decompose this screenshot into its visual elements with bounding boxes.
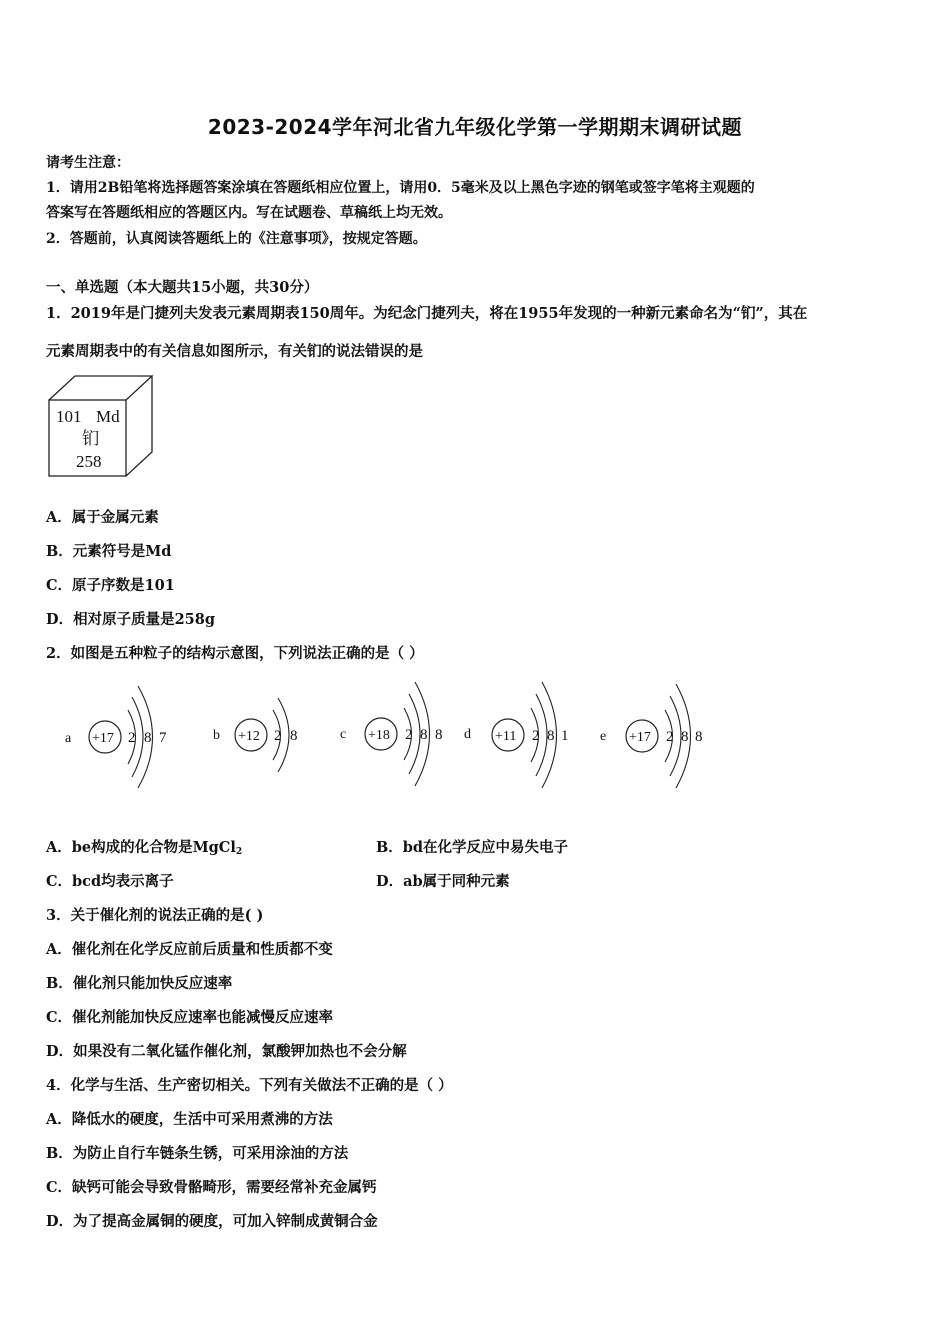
page-title: 2023-2024学年河北省九年级化学第一学期期末调研试题 <box>207 115 743 139</box>
tile-symbol: Md <box>96 407 120 426</box>
svg-text:2: 2 <box>274 728 282 744</box>
q2-stem: 2．如图是五种粒子的结构示意图，下列说法正确的是（ ） <box>46 645 424 662</box>
svg-text:7: 7 <box>159 730 167 746</box>
q1-stem-line-2: 元素周期表中的有关信息如图所示，有关钔的说法错误的是 <box>46 343 423 360</box>
svg-text:2: 2 <box>128 730 136 746</box>
section-heading: 一、单选题（本大题共15小题，共30分） <box>46 279 319 296</box>
svg-text:+12: +12 <box>238 729 260 744</box>
svg-text:2: 2 <box>666 729 674 745</box>
svg-text:b: b <box>213 728 220 743</box>
q2-option-d[interactable]: D．ab属于同种元素 <box>376 873 510 890</box>
q2-option-a[interactable] <box>46 836 242 857</box>
svg-text:+11: +11 <box>495 729 517 744</box>
q3-option-c[interactable]: C．催化剂能加快反应速率也能减慢反应速率 <box>46 1009 334 1026</box>
svg-text:8: 8 <box>547 728 555 744</box>
element-tile-figure <box>44 370 160 480</box>
notice-line-1a: 1．请用2B铅笔将选择题答案涂填在答题纸相应位置上，请用0．5毫米及以上黑色字迹的钢笔或签字笔将主观题的 <box>46 180 755 196</box>
q3-option-a[interactable]: A．催化剂在化学反应前后质量和性质都不变 <box>46 941 333 958</box>
q4-option-a[interactable]: A．降低水的硬度，生活中可采用煮沸的方法 <box>46 1111 333 1128</box>
q2-option-c[interactable]: C．bcd均表示离子 <box>46 873 174 890</box>
svg-text:d: d <box>464 727 471 742</box>
svg-text:1: 1 <box>561 728 569 744</box>
q1-stem-line-1: 1．2019年是门捷列夫发表元素周期表150周年。为纪念门捷列夫，将在1955年发现的一种新元素命名为“钔”，其在 <box>46 305 808 322</box>
particle-d <box>464 682 569 788</box>
svg-text:c: c <box>340 727 347 742</box>
svg-text:2: 2 <box>405 727 413 743</box>
particle-b <box>213 698 298 772</box>
svg-text:+17: +17 <box>629 730 651 745</box>
svg-text:e: e <box>600 729 607 744</box>
q4-option-c[interactable]: C．缺钙可能会导致骨骼畸形，需要经常补充金属钙 <box>46 1179 377 1196</box>
q4-option-b[interactable]: B．为防止自行车链条生锈，可采用涂油的方法 <box>46 1145 349 1162</box>
svg-text:8: 8 <box>420 727 428 743</box>
svg-text:2: 2 <box>532 728 540 744</box>
svg-text:8: 8 <box>435 727 443 743</box>
tile-side-face <box>126 376 152 476</box>
svg-text:8: 8 <box>144 730 152 746</box>
q1-option-b[interactable]: B．元素符号是Md <box>46 543 172 560</box>
q4-option-d[interactable]: D．为了提高金属铜的硬度，可加入锌制成黄铜合金 <box>46 1213 378 1230</box>
q3-option-b[interactable]: B．催化剂只能加快反应速率 <box>46 975 233 992</box>
q1-option-c[interactable]: C．原子序数是101 <box>46 577 175 594</box>
q1-option-a[interactable]: A．属于金属元素 <box>46 509 159 526</box>
notice-line-2: 2．答题前，认真阅读答题纸上的《注意事项》，按规定答题。 <box>46 231 427 247</box>
q2-option-a-text: A．be构成的化合物是MgCl <box>46 839 236 856</box>
particle-a <box>65 686 167 788</box>
q2-option-a-subscript: 2 <box>235 847 243 857</box>
q4-stem: 4．化学与生活、生产密切相关。下列有关做法不正确的是（ ） <box>46 1077 453 1094</box>
particle-e <box>600 684 703 788</box>
notice-heading: 请考生注意： <box>46 155 130 171</box>
tile-name: 钔 <box>82 429 99 448</box>
svg-text:+17: +17 <box>92 731 114 746</box>
svg-text:8: 8 <box>681 729 689 745</box>
particle-structure-diagrams <box>50 672 720 802</box>
notice-line-1b: 答案写在答题纸相应的答题区内。写在试题卷、草稿纸上均无效。 <box>46 205 452 221</box>
svg-text:8: 8 <box>695 729 703 745</box>
svg-text:a: a <box>65 731 72 746</box>
svg-text:+18: +18 <box>368 728 390 743</box>
tile-top-face <box>49 376 152 400</box>
q1-option-d[interactable]: D．相对原子质量是258g <box>46 611 215 628</box>
q2-option-b[interactable]: B．bd在化学反应中易失电子 <box>376 839 569 856</box>
tile-mass: 258 <box>76 452 102 471</box>
q3-option-d[interactable]: D．如果没有二氧化锰作催化剂，氯酸钾加热也不会分解 <box>46 1043 407 1060</box>
particle-c <box>340 682 443 786</box>
svg-text:8: 8 <box>290 728 298 744</box>
q3-stem: 3．关于催化剂的说法正确的是( ) <box>46 907 264 924</box>
tile-atomic-number: 101 <box>56 407 82 426</box>
